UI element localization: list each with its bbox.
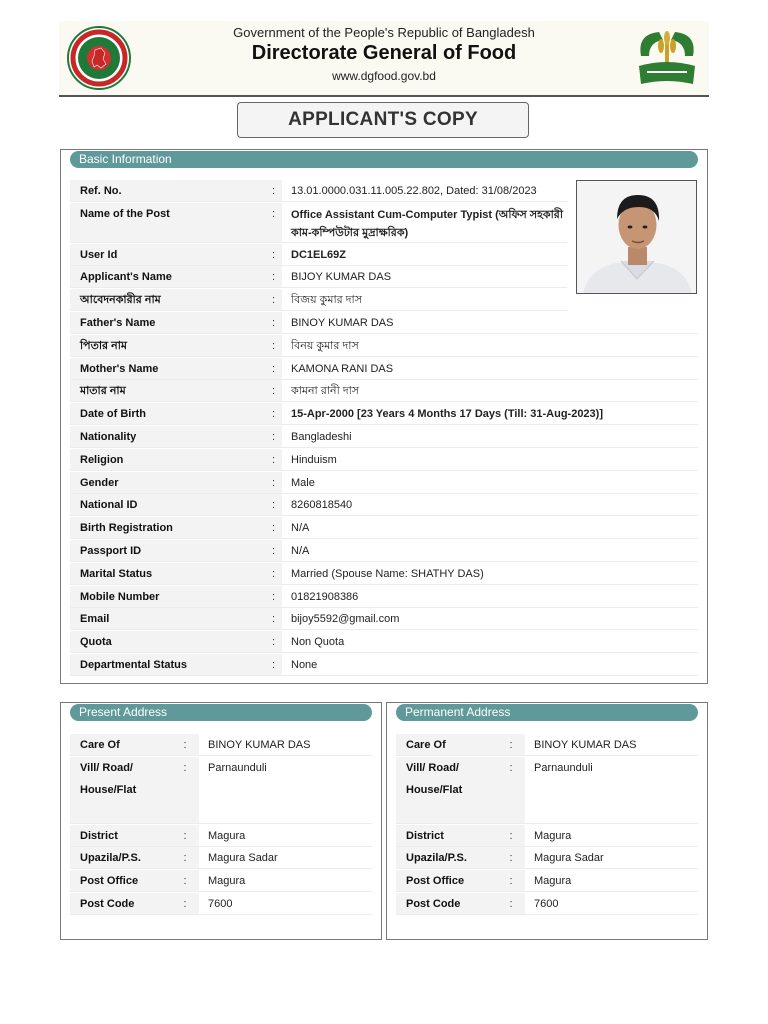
field-label: Passport ID [70,540,265,561]
field-value: Magura [534,875,572,888]
table-row [70,870,372,892]
field-value: Parnaunduli [534,761,593,774]
field-separator: : [265,540,282,561]
field-label: মাতার নাম [70,380,265,401]
field-value: Magura [208,875,246,888]
field-label: Upazila/P.S. [396,847,497,868]
field-value: BINOY KUMAR DAS [208,739,311,751]
field-label: পিতার নাম [70,335,265,356]
field-label: Mother's Name [70,358,265,379]
dgfood-emblem-icon [633,26,701,88]
field-label: Post Office [396,870,497,891]
applicant-photo [576,180,697,294]
field-separator: : [265,289,282,310]
field-value: Hinduism [291,453,337,466]
field-value: Parnaunduli [208,761,267,774]
table-row [70,654,698,676]
field-value: Magura [534,829,572,842]
field-label: Nationality [70,426,265,447]
field-value: Magura Sadar [208,852,278,865]
table-row [70,893,372,915]
table-row [70,472,698,494]
field-label: আবেদনকারীর নাম [70,289,265,310]
field-value: BINOY KUMAR DAS [291,317,394,329]
table-row [70,586,698,608]
field-separator: : [265,517,282,538]
field-value: কামনা রানী দাস [291,385,360,398]
field-value: None [291,659,318,671]
field-label: District [70,825,171,846]
field-value: 7600 [534,898,559,910]
field-label: Marital Status [70,563,265,584]
field-value: 13.01.0000.031.11.005.22.802, Dated: 31/08/2023 [291,185,537,197]
field-label: Vill/ Road/ House/Flat [70,757,171,823]
field-value: 01821908386 [291,590,359,603]
field-label: Applicant's Name [70,266,265,287]
page-title: Directorate General of Food [251,42,517,64]
field-value: Magura [208,829,246,842]
field-separator: : [265,472,282,493]
field-label: Care Of [396,734,497,755]
table-row [70,380,698,402]
field-label: Vill/ Road/ House/Flat [396,757,497,823]
table-row [70,608,698,630]
field-separator: : [171,757,199,823]
field-value: N/A [291,545,310,557]
field-value: 15-Apr-2000 [23 Years 4 Months 17 Days (Till: 31-Aug-2023)] [291,408,603,421]
field-label: Mobile Number [70,586,265,607]
field-label: Departmental Status [70,654,265,675]
field-label: District [396,825,497,846]
field-separator: : [265,563,282,584]
field-separator: : [265,244,282,265]
document-header [59,21,709,97]
field-label: National ID [70,494,265,515]
field-value: Magura Sadar [534,852,604,865]
website-link[interactable]: www.dgfood.gov.bd [332,69,436,83]
permanent-address-panel [386,702,708,940]
field-separator: : [265,586,282,607]
field-separator: : [497,847,525,868]
field-separator: : [265,266,282,287]
field-separator: : [265,312,282,333]
field-separator: : [497,757,525,823]
field-value: 7600 [208,898,233,910]
field-label: Birth Registration [70,517,265,538]
field-separator: : [265,203,282,242]
field-separator: : [265,449,282,470]
table-row [70,449,698,471]
table-row [70,825,372,847]
table-row [70,358,698,380]
permanent-address-title: Permanent Address [396,704,698,721]
field-separator: : [171,734,199,755]
field-label: Email [70,608,265,629]
table-row [396,847,698,869]
field-label: Post Code [70,893,171,914]
field-value: বিজয় কুমার দাস [291,294,362,307]
government-line: Government of the People's Republic of Bangladesh [233,25,535,40]
table-row [70,734,372,756]
field-separator: : [265,180,282,201]
field-label: Father's Name [70,312,265,333]
field-value: DC1EL69Z [291,248,347,261]
field-separator: : [265,403,282,424]
table-row [70,847,372,869]
field-value: BINOY KUMAR DAS [534,739,637,751]
present-address-title: Present Address [70,704,372,721]
field-separator: : [265,654,282,675]
field-separator: : [265,608,282,629]
field-separator: : [497,734,525,755]
table-row [396,870,698,892]
table-row [70,244,567,266]
field-label: User Id [70,244,265,265]
table-row [70,517,698,539]
table-row [70,426,698,448]
table-row [70,494,698,516]
field-separator: : [265,426,282,447]
field-separator: : [171,893,199,914]
field-value: bijoy5592@gmail.com [291,613,400,626]
table-row [70,540,698,562]
field-separator: : [497,893,525,914]
table-row [70,180,567,202]
table-row [70,403,698,425]
table-row [70,312,698,334]
table-row [396,825,698,847]
table-row [396,734,698,756]
field-label: Quota [70,631,265,652]
field-value: Office Assistant Cum-Computer Typist (অফিস সহকারী কাম-কম্পিউটার মুদ্রাক্ষরিক) [291,208,563,239]
field-separator: : [265,358,282,379]
applicants-copy-label: APPLICANT'S COPY [237,102,529,138]
field-separator: : [171,825,199,846]
field-label: Care Of [70,734,171,755]
table-row [396,893,698,915]
table-row [70,203,567,243]
field-label: Date of Birth [70,403,265,424]
field-separator: : [171,870,199,891]
field-separator: : [497,870,525,891]
field-label: Religion [70,449,265,470]
field-value: BIJOY KUMAR DAS [291,271,392,284]
table-row [70,289,567,311]
table-row [70,335,698,357]
field-label: Gender [70,472,265,493]
table-row [396,757,698,824]
field-label: Name of the Post [70,203,265,242]
field-label: Ref. No. [70,180,265,201]
field-value: Bangladeshi [291,431,352,443]
field-value: Male [291,476,315,489]
field-separator: : [497,825,525,846]
table-row [70,563,698,585]
field-label: Upazila/P.S. [70,847,171,868]
field-separator: : [265,494,282,515]
present-address-panel [60,702,382,940]
field-separator: : [265,335,282,356]
field-separator: : [265,380,282,401]
basic-information-title: Basic Information [70,151,698,168]
table-row [70,757,372,824]
field-value: Non Quota [291,636,345,649]
field-separator: : [171,847,199,868]
field-label: Post Office [70,870,171,891]
field-separator: : [265,631,282,652]
field-value: Married (Spouse Name: SHATHY DAS) [291,567,484,580]
field-value: 8260818540 [291,499,353,512]
field-value: N/A [291,522,310,535]
table-row [70,631,698,653]
field-label: Post Code [396,893,497,914]
field-value: KAMONA RANI DAS [291,362,394,375]
table-row [70,266,567,288]
field-value: বিনয় কুমার দাস [291,339,359,352]
